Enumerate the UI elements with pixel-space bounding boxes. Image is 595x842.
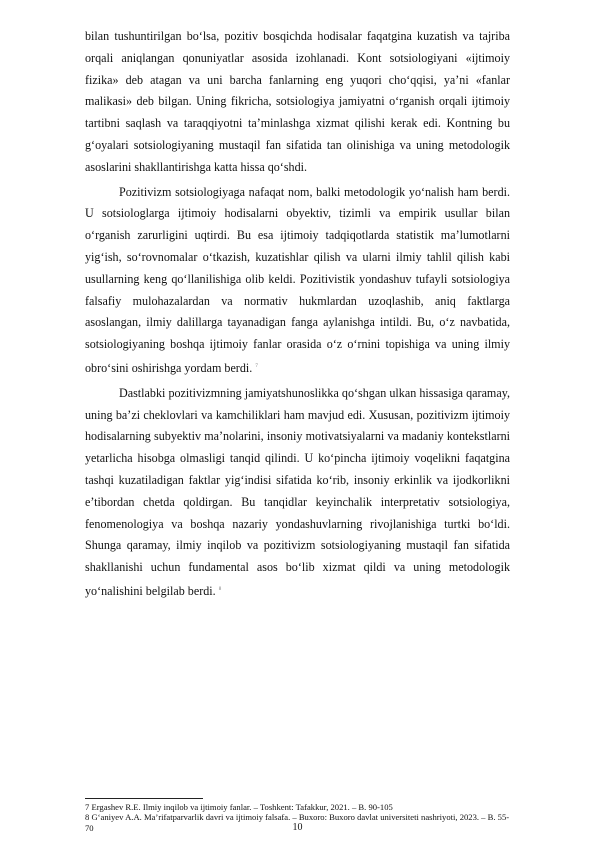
footnote-reference[interactable]: 7 <box>255 363 258 369</box>
body-paragraph-2 <box>85 182 510 380</box>
footnote-separator <box>85 798 203 799</box>
page-number: 10 <box>292 822 303 833</box>
footnote-7: 7 Ergashev R.E. Ilmiy inqilob va ijtimoiy fanlar. – Toshkent: Tafakkur, 2021. – B. 90-105 <box>85 802 393 812</box>
body-paragraph-1 <box>85 26 510 179</box>
page-body <box>85 26 510 606</box>
paragraph-text: Pozitivizm sotsiologiyaga nafaqat nom, balki metodologik yo‘nalish ham berdi. U sotsiologlarga ijtimoiy hodisalarni obyektiv, tizimli va empirik usullar bilan o‘rganish zarurligini uqtirdi. Bu esa ijtimoiy tadqiqotlarda statistik ma’lumotlarni yig‘ish, so‘rovnomalar o‘tkazish, kuzatishlar qilish va ularni ilmiy tahlil qilish kabi usullarning keng qo‘llanilishiga olib keldi. Pozitivistik yondashuv tufayli sotsiologiya falsafiy mulohazalardan va normativ hukmlardan uzoqlashib, aniq faktlarga asoslangan, ilmiy dalillarga tayanadigan fanga aylanishga intildi. Bu, o‘z navbatida, sotsiologiyaning boshqa ijtimoiy fanlar orasida o‘z o‘rnini topishiga va uning ilmiy obro‘sini oshirishga yordam berdi. <box>85 184 510 375</box>
footnote-8: 8 G‘aniyev A.A. Ma’rifatparvarlik davri va ijtimoiy falsafa. – Buxoro: Buxoro davlat universiteti nashriyoti, 2023. – B. 55-70 <box>85 812 510 833</box>
body-paragraph-3 <box>85 383 510 603</box>
footnote-reference[interactable]: 8 <box>218 586 222 592</box>
paragraph-text: bilan tushuntirilgan bo‘lsa, pozitiv bosqichda hodisalar faqatgina kuzatish va tajriba orqali aniqlangan qonuniyatlar asosida izohlanadi. Kont sotsiologiyani «ijtimoiy fizika» deb atagan va uni barcha fanlarning eng yuqori cho‘qqisi, ya’ni «fanlar malikasi» deb bilgan. Uning fikricha, sotsiologiya jamiyatni o‘rganish orqali ijtimoiy tartibni saqlash va taraqqiyotni ta’minlashga xizmat qilishi kerak edi. Kontning bu g‘oyalari sotsiologiyaning mustaqil fan sifatida tan olinishiga va uning metodologik asoslarini shakllantirishga katta hissa qo‘shdi. <box>85 29 510 174</box>
paragraph-text: Dastlabki pozitivizmning jamiyatshunoslikka qo‘shgan ulkan hissasiga qaramay, uning ba’zi cheklovlari va kamchiliklari ham mavjud edi. Xususan, pozitivizm ijtimoiy hodisalarning subyektiv ma’nolarini, insoniy motivatsiyalarni va madaniy kontekstlarni yetarlicha hisobga olmasligi tanqid qilindi. U ko‘pincha ijtimoiy voqelikni faqatgina tashqi kuzatiladigan faktlar yig‘indisi sifatida ko‘rib, insoniy erkinlik va ijodkorlikni e’tibordan chetda qoldirgan. Bu tanqidlar keyinchalik interpretativ sotsiologiya, fenomenologiya va boshqa nazariy yondashuvlarning rivojlanishiga turtki bo‘ldi. Shunga qaramay, ilmiy inqilob va pozitivizm sotsiologiyaning mustaqil fan sifatida shakllanishi uchun fundamental asos bo‘lib xizmat qildi va uning metodologik yo‘nalishini belgilab berdi. <box>85 385 510 598</box>
